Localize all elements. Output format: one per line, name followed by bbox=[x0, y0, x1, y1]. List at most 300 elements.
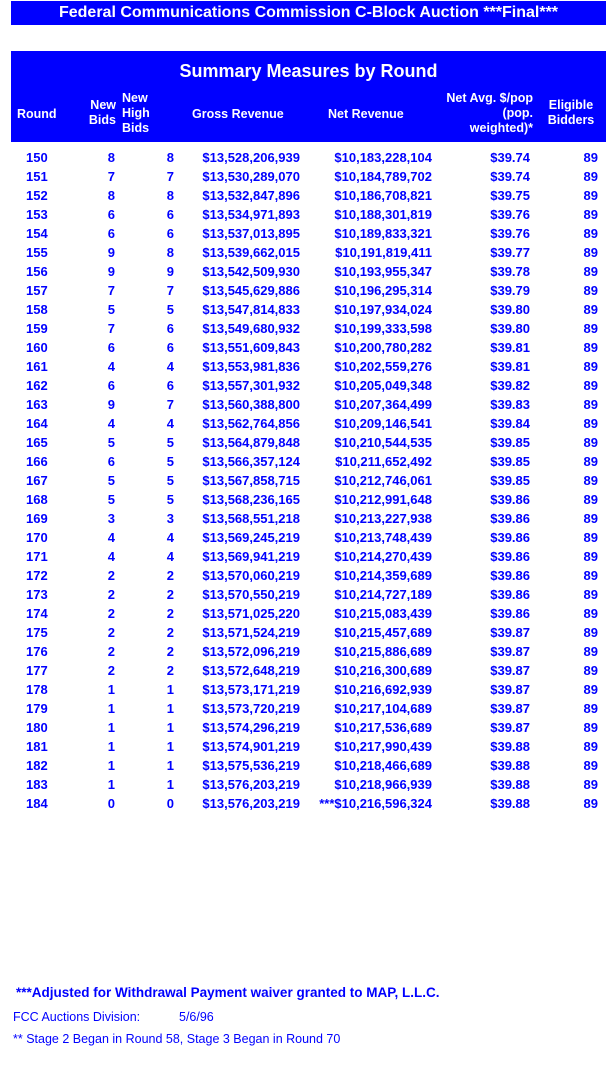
net-avg-cell: $39.87 bbox=[490, 663, 530, 678]
round-cell: 151 bbox=[26, 169, 48, 184]
net-revenue-cell: $10,202,559,276 bbox=[334, 359, 432, 374]
new-high-bids-cell: 1 bbox=[166, 682, 174, 697]
round-cell: 150 bbox=[26, 150, 48, 165]
new-bids-cell: 4 bbox=[107, 549, 115, 564]
eligible-bidders-cell: 89 bbox=[583, 245, 598, 260]
stage-note: ** Stage 2 Began in Round 58, Stage 3 Began in Round 70 bbox=[13, 1032, 341, 1046]
eligible-bidders-cell: 89 bbox=[583, 169, 598, 184]
net-revenue-cell: $10,216,692,939 bbox=[334, 682, 432, 697]
net-avg-cell: $39.85 bbox=[490, 473, 530, 488]
new-high-bids-cell: 8 bbox=[166, 188, 174, 203]
net-avg-cell: $39.75 bbox=[490, 188, 530, 203]
net-revenue-cell: $10,216,300,689 bbox=[334, 663, 432, 678]
table-row bbox=[0, 300, 614, 319]
net-revenue-cell: $10,188,301,819 bbox=[334, 207, 432, 222]
round-cell: 170 bbox=[26, 530, 48, 545]
round-cell: 153 bbox=[26, 207, 48, 222]
eligible-bidders-cell: 89 bbox=[583, 663, 598, 678]
round-cell: 156 bbox=[26, 264, 48, 279]
gross-revenue-cell: $13,572,648,219 bbox=[202, 663, 300, 678]
round-cell: 159 bbox=[26, 321, 48, 336]
header-net-avg-line: (pop. bbox=[502, 106, 533, 120]
table-row bbox=[0, 490, 614, 509]
table-row bbox=[0, 661, 614, 680]
net-revenue-cell: $10,186,708,821 bbox=[334, 188, 432, 203]
table-row bbox=[0, 319, 614, 338]
round-cell: 168 bbox=[26, 492, 48, 507]
new-high-bids-cell: 1 bbox=[166, 777, 174, 792]
table-row bbox=[0, 262, 614, 281]
table-header bbox=[11, 51, 606, 142]
gross-revenue-cell: $13,575,536,219 bbox=[202, 758, 300, 773]
eligible-bidders-cell: 89 bbox=[583, 188, 598, 203]
net-avg-cell: $39.86 bbox=[490, 606, 530, 621]
gross-revenue-cell: $13,557,301,932 bbox=[202, 378, 300, 393]
new-high-bids-cell: 7 bbox=[166, 169, 174, 184]
eligible-bidders-cell: 89 bbox=[583, 625, 598, 640]
table-row bbox=[0, 756, 614, 775]
new-high-bids-cell: 2 bbox=[166, 663, 174, 678]
round-cell: 167 bbox=[26, 473, 48, 488]
eligible-bidders-cell: 89 bbox=[583, 682, 598, 697]
new-high-bids-cell: 4 bbox=[166, 416, 174, 431]
new-bids-cell: 6 bbox=[107, 378, 115, 393]
eligible-bidders-cell: 89 bbox=[583, 511, 598, 526]
net-revenue-cell: $10,217,104,689 bbox=[334, 701, 432, 716]
new-high-bids-cell: 6 bbox=[166, 226, 174, 241]
new-high-bids-cell: 2 bbox=[166, 625, 174, 640]
round-cell: 165 bbox=[26, 435, 48, 450]
net-avg-cell: $39.87 bbox=[490, 625, 530, 640]
table-row bbox=[0, 604, 614, 623]
report-date: 5/6/96 bbox=[179, 1010, 214, 1024]
net-revenue-cell: $10,214,727,189 bbox=[334, 587, 432, 602]
net-revenue-cell: $10,212,991,648 bbox=[334, 492, 432, 507]
new-high-bids-cell: 1 bbox=[166, 739, 174, 754]
eligible-bidders-cell: 89 bbox=[583, 435, 598, 450]
new-bids-cell: 3 bbox=[107, 511, 115, 526]
net-revenue-cell: $10,214,359,689 bbox=[334, 568, 432, 583]
eligible-bidders-cell: 89 bbox=[583, 796, 598, 811]
net-revenue-cell: $10,189,833,321 bbox=[334, 226, 432, 241]
header-net-revenue: Net Revenue bbox=[328, 107, 404, 121]
new-high-bids-cell: 0 bbox=[166, 796, 174, 811]
table-row bbox=[0, 433, 614, 452]
header-eligible-bidders-line: Bidders bbox=[547, 113, 595, 127]
eligible-bidders-cell: 89 bbox=[583, 416, 598, 431]
gross-revenue-cell: $13,574,901,219 bbox=[202, 739, 300, 754]
table-row bbox=[0, 357, 614, 376]
gross-revenue-cell: $13,549,680,932 bbox=[202, 321, 300, 336]
eligible-bidders-cell: 89 bbox=[583, 283, 598, 298]
new-high-bids-cell: 1 bbox=[166, 758, 174, 773]
gross-revenue-cell: $13,530,289,070 bbox=[202, 169, 300, 184]
round-cell: 177 bbox=[26, 663, 48, 678]
net-revenue-cell: $10,200,780,282 bbox=[334, 340, 432, 355]
new-bids-cell: 9 bbox=[107, 397, 115, 412]
net-revenue-cell: ***$10,216,596,324 bbox=[319, 796, 432, 811]
new-high-bids-cell: 6 bbox=[166, 321, 174, 336]
gross-revenue-cell: $13,542,509,930 bbox=[202, 264, 300, 279]
round-cell: 179 bbox=[26, 701, 48, 716]
net-avg-cell: $39.88 bbox=[490, 758, 530, 773]
table-row bbox=[0, 414, 614, 433]
table-row bbox=[0, 642, 614, 661]
table-row bbox=[0, 528, 614, 547]
new-bids-cell: 2 bbox=[107, 625, 115, 640]
gross-revenue-cell: $13,569,245,219 bbox=[202, 530, 300, 545]
new-bids-cell: 6 bbox=[107, 340, 115, 355]
new-bids-cell: 7 bbox=[107, 283, 115, 298]
table-row bbox=[0, 623, 614, 642]
header-new-high-bids-line: Bids bbox=[122, 121, 150, 135]
net-avg-cell: $39.86 bbox=[490, 492, 530, 507]
new-bids-cell: 7 bbox=[107, 169, 115, 184]
net-revenue-cell: $10,215,083,439 bbox=[334, 606, 432, 621]
gross-revenue-cell: $13,539,662,015 bbox=[202, 245, 300, 260]
new-bids-cell: 0 bbox=[107, 796, 115, 811]
gross-revenue-cell: $13,574,296,219 bbox=[202, 720, 300, 735]
table-row bbox=[0, 566, 614, 585]
header-round: Round bbox=[17, 107, 57, 121]
new-bids-cell: 1 bbox=[107, 701, 115, 716]
table-row bbox=[0, 775, 614, 794]
net-avg-cell: $39.76 bbox=[490, 207, 530, 222]
net-avg-cell: $39.83 bbox=[490, 397, 530, 412]
new-high-bids-cell: 6 bbox=[166, 207, 174, 222]
net-avg-cell: $39.76 bbox=[490, 226, 530, 241]
new-high-bids-cell: 8 bbox=[166, 245, 174, 260]
net-revenue-cell: $10,209,146,541 bbox=[334, 416, 432, 431]
net-avg-cell: $39.79 bbox=[490, 283, 530, 298]
net-avg-cell: $39.80 bbox=[490, 302, 530, 317]
gross-revenue-cell: $13,566,357,124 bbox=[202, 454, 300, 469]
net-revenue-cell: $10,212,746,061 bbox=[334, 473, 432, 488]
net-avg-cell: $39.81 bbox=[490, 340, 530, 355]
eligible-bidders-cell: 89 bbox=[583, 549, 598, 564]
round-cell: 183 bbox=[26, 777, 48, 792]
eligible-bidders-cell: 89 bbox=[583, 359, 598, 374]
eligible-bidders-cell: 89 bbox=[583, 606, 598, 621]
header-eligible-bidders bbox=[541, 98, 601, 128]
net-avg-cell: $39.82 bbox=[490, 378, 530, 393]
new-bids-cell: 4 bbox=[107, 359, 115, 374]
net-avg-cell: $39.88 bbox=[490, 777, 530, 792]
net-revenue-cell: $10,213,227,938 bbox=[334, 511, 432, 526]
table-row bbox=[0, 699, 614, 718]
new-bids-cell: 4 bbox=[107, 530, 115, 545]
new-bids-cell: 5 bbox=[107, 435, 115, 450]
gross-revenue-cell: $13,576,203,219 bbox=[202, 796, 300, 811]
gross-revenue-cell: $13,568,551,218 bbox=[202, 511, 300, 526]
round-cell: 180 bbox=[26, 720, 48, 735]
eligible-bidders-cell: 89 bbox=[583, 777, 598, 792]
gross-revenue-cell: $13,551,609,843 bbox=[202, 340, 300, 355]
net-revenue-cell: $10,215,457,689 bbox=[334, 625, 432, 640]
gross-revenue-cell: $13,545,629,886 bbox=[202, 283, 300, 298]
new-high-bids-cell: 5 bbox=[166, 492, 174, 507]
gross-revenue-cell: $13,570,550,219 bbox=[202, 587, 300, 602]
new-bids-cell: 6 bbox=[107, 207, 115, 222]
round-cell: 173 bbox=[26, 587, 48, 602]
new-bids-cell: 6 bbox=[107, 454, 115, 469]
net-revenue-cell: $10,183,228,104 bbox=[334, 150, 432, 165]
table-row bbox=[0, 471, 614, 490]
new-high-bids-cell: 2 bbox=[166, 568, 174, 583]
new-bids-cell: 9 bbox=[107, 264, 115, 279]
eligible-bidders-cell: 89 bbox=[583, 720, 598, 735]
net-revenue-cell: $10,217,990,439 bbox=[334, 739, 432, 754]
header-new-high-bids bbox=[122, 91, 162, 136]
net-avg-cell: $39.74 bbox=[490, 150, 530, 165]
new-high-bids-cell: 7 bbox=[166, 283, 174, 298]
gross-revenue-cell: $13,569,941,219 bbox=[202, 549, 300, 564]
new-bids-cell: 1 bbox=[107, 720, 115, 735]
net-avg-cell: $39.77 bbox=[490, 245, 530, 260]
gross-revenue-cell: $13,573,171,219 bbox=[202, 682, 300, 697]
net-revenue-cell: $10,205,049,348 bbox=[334, 378, 432, 393]
net-avg-cell: $39.86 bbox=[490, 511, 530, 526]
gross-revenue-cell: $13,560,388,800 bbox=[202, 397, 300, 412]
table-row bbox=[0, 585, 614, 604]
new-bids-cell: 2 bbox=[107, 663, 115, 678]
table-row bbox=[0, 224, 614, 243]
round-cell: 160 bbox=[26, 340, 48, 355]
net-revenue-cell: $10,196,295,314 bbox=[334, 283, 432, 298]
header-gross-revenue: Gross Revenue bbox=[192, 107, 284, 121]
new-bids-cell: 7 bbox=[107, 321, 115, 336]
header-new-bids-line: New bbox=[90, 98, 116, 112]
gross-revenue-cell: $13,573,720,219 bbox=[202, 701, 300, 716]
new-high-bids-cell: 1 bbox=[166, 720, 174, 735]
eligible-bidders-cell: 89 bbox=[583, 568, 598, 583]
table-row bbox=[0, 281, 614, 300]
table-title: Summary Measures by Round bbox=[179, 61, 438, 81]
net-avg-cell: $39.87 bbox=[490, 720, 530, 735]
new-high-bids-cell: 2 bbox=[166, 606, 174, 621]
eligible-bidders-cell: 89 bbox=[583, 492, 598, 507]
new-high-bids-cell: 2 bbox=[166, 644, 174, 659]
gross-revenue-cell: $13,576,203,219 bbox=[202, 777, 300, 792]
eligible-bidders-cell: 89 bbox=[583, 739, 598, 754]
net-revenue-cell: $10,184,789,702 bbox=[334, 169, 432, 184]
new-high-bids-cell: 6 bbox=[166, 340, 174, 355]
table-row bbox=[0, 376, 614, 395]
net-revenue-cell: $10,207,364,499 bbox=[334, 397, 432, 412]
gross-revenue-cell: $13,572,096,219 bbox=[202, 644, 300, 659]
gross-revenue-cell: $13,528,206,939 bbox=[202, 150, 300, 165]
header-new-bids-line: Bids bbox=[88, 113, 116, 127]
new-high-bids-cell: 5 bbox=[166, 473, 174, 488]
header-net-avg bbox=[429, 91, 533, 136]
new-bids-cell: 9 bbox=[107, 245, 115, 260]
new-bids-cell: 1 bbox=[107, 777, 115, 792]
new-high-bids-cell: 4 bbox=[166, 549, 174, 564]
new-bids-cell: 1 bbox=[107, 682, 115, 697]
table-row bbox=[0, 718, 614, 737]
new-bids-cell: 2 bbox=[107, 644, 115, 659]
net-revenue-cell: $10,191,819,411 bbox=[335, 245, 432, 260]
table-row bbox=[0, 338, 614, 357]
eligible-bidders-cell: 89 bbox=[583, 758, 598, 773]
new-bids-cell: 4 bbox=[107, 416, 115, 431]
net-revenue-cell: $10,199,333,598 bbox=[334, 321, 432, 336]
net-avg-cell: $39.88 bbox=[490, 796, 530, 811]
gross-revenue-cell: $13,547,814,833 bbox=[202, 302, 300, 317]
gross-revenue-cell: $13,568,236,165 bbox=[202, 492, 300, 507]
gross-revenue-cell: $13,553,981,836 bbox=[202, 359, 300, 374]
round-cell: 171 bbox=[26, 549, 48, 564]
new-high-bids-cell: 5 bbox=[166, 302, 174, 317]
gross-revenue-cell: $13,532,847,896 bbox=[202, 188, 300, 203]
gross-revenue-cell: $13,567,858,715 bbox=[202, 473, 300, 488]
table-row bbox=[0, 205, 614, 224]
gross-revenue-cell: $13,564,879,848 bbox=[202, 435, 300, 450]
new-bids-cell: 2 bbox=[107, 606, 115, 621]
table-row bbox=[0, 395, 614, 414]
round-cell: 163 bbox=[26, 397, 48, 412]
round-cell: 174 bbox=[26, 606, 48, 621]
new-bids-cell: 8 bbox=[107, 150, 115, 165]
new-high-bids-cell: 5 bbox=[166, 454, 174, 469]
net-avg-cell: $39.85 bbox=[490, 454, 530, 469]
gross-revenue-cell: $13,571,524,219 bbox=[202, 625, 300, 640]
new-bids-cell: 1 bbox=[107, 739, 115, 754]
round-cell: 184 bbox=[26, 796, 48, 811]
net-avg-cell: $39.86 bbox=[490, 568, 530, 583]
table-row bbox=[0, 148, 614, 167]
table-row bbox=[0, 680, 614, 699]
round-cell: 152 bbox=[26, 188, 48, 203]
page-banner: Federal Communications Commission C-Block Auction ***Final*** bbox=[11, 1, 606, 25]
net-avg-cell: $39.87 bbox=[490, 682, 530, 697]
net-avg-cell: $39.86 bbox=[490, 549, 530, 564]
net-revenue-cell: $10,210,544,535 bbox=[334, 435, 432, 450]
gross-revenue-cell: $13,562,764,856 bbox=[202, 416, 300, 431]
net-revenue-cell: $10,211,652,492 bbox=[335, 454, 432, 469]
round-cell: 176 bbox=[26, 644, 48, 659]
net-revenue-cell: $10,217,536,689 bbox=[334, 720, 432, 735]
eligible-bidders-cell: 89 bbox=[583, 302, 598, 317]
round-cell: 166 bbox=[26, 454, 48, 469]
eligible-bidders-cell: 89 bbox=[583, 321, 598, 336]
header-net-avg-line: Net Avg. $/pop bbox=[446, 91, 533, 105]
division-label: FCC Auctions Division: bbox=[13, 1010, 141, 1024]
header-new-high-bids-line: New bbox=[122, 91, 148, 105]
new-high-bids-cell: 6 bbox=[166, 378, 174, 393]
gross-revenue-cell: $13,571,025,220 bbox=[202, 606, 300, 621]
new-bids-cell: 5 bbox=[107, 302, 115, 317]
new-bids-cell: 1 bbox=[107, 758, 115, 773]
table-row bbox=[0, 186, 614, 205]
net-revenue-cell: $10,218,466,689 bbox=[334, 758, 432, 773]
round-cell: 154 bbox=[26, 226, 48, 241]
round-cell: 161 bbox=[26, 359, 48, 374]
new-high-bids-cell: 2 bbox=[166, 587, 174, 602]
table-row bbox=[0, 167, 614, 186]
net-avg-cell: $39.88 bbox=[490, 739, 530, 754]
new-bids-cell: 5 bbox=[107, 492, 115, 507]
eligible-bidders-cell: 89 bbox=[583, 397, 598, 412]
net-revenue-cell: $10,218,966,939 bbox=[334, 777, 432, 792]
eligible-bidders-cell: 89 bbox=[583, 150, 598, 165]
eligible-bidders-cell: 89 bbox=[583, 340, 598, 355]
header-net-avg-line: weighted)* bbox=[469, 121, 533, 135]
table-body bbox=[0, 148, 614, 813]
net-revenue-cell: $10,214,270,439 bbox=[334, 549, 432, 564]
new-high-bids-cell: 3 bbox=[166, 511, 174, 526]
table-row bbox=[0, 794, 614, 813]
gross-revenue-cell: $13,570,060,219 bbox=[202, 568, 300, 583]
round-cell: 164 bbox=[26, 416, 48, 431]
eligible-bidders-cell: 89 bbox=[583, 644, 598, 659]
new-high-bids-cell: 4 bbox=[166, 530, 174, 545]
eligible-bidders-cell: 89 bbox=[583, 473, 598, 488]
round-cell: 155 bbox=[26, 245, 48, 260]
table-row bbox=[0, 509, 614, 528]
eligible-bidders-cell: 89 bbox=[583, 207, 598, 222]
net-avg-cell: $39.86 bbox=[490, 530, 530, 545]
round-cell: 162 bbox=[26, 378, 48, 393]
net-avg-cell: $39.85 bbox=[490, 435, 530, 450]
new-bids-cell: 5 bbox=[107, 473, 115, 488]
header-new-high-bids-line: High bbox=[122, 106, 150, 120]
gross-revenue-cell: $13,537,013,895 bbox=[202, 226, 300, 241]
new-high-bids-cell: 7 bbox=[166, 397, 174, 412]
net-avg-cell: $39.74 bbox=[490, 169, 530, 184]
eligible-bidders-cell: 89 bbox=[583, 378, 598, 393]
eligible-bidders-cell: 89 bbox=[583, 701, 598, 716]
net-avg-cell: $39.80 bbox=[490, 321, 530, 336]
new-bids-cell: 2 bbox=[107, 568, 115, 583]
round-cell: 182 bbox=[26, 758, 48, 773]
gross-revenue-cell: $13,534,971,893 bbox=[202, 207, 300, 222]
net-revenue-cell: $10,213,748,439 bbox=[334, 530, 432, 545]
new-high-bids-cell: 1 bbox=[166, 701, 174, 716]
eligible-bidders-cell: 89 bbox=[583, 264, 598, 279]
net-revenue-cell: $10,197,934,024 bbox=[334, 302, 432, 317]
new-high-bids-cell: 8 bbox=[166, 150, 174, 165]
round-cell: 175 bbox=[26, 625, 48, 640]
table-row bbox=[0, 737, 614, 756]
net-avg-cell: $39.87 bbox=[490, 644, 530, 659]
table-row bbox=[0, 547, 614, 566]
round-cell: 181 bbox=[26, 739, 48, 754]
net-avg-cell: $39.81 bbox=[490, 359, 530, 374]
header-eligible-bidders-line: Eligible bbox=[548, 98, 594, 112]
net-avg-cell: $39.86 bbox=[490, 587, 530, 602]
round-cell: 157 bbox=[26, 283, 48, 298]
net-avg-cell: $39.87 bbox=[490, 701, 530, 716]
eligible-bidders-cell: 89 bbox=[583, 454, 598, 469]
new-high-bids-cell: 4 bbox=[166, 359, 174, 374]
eligible-bidders-cell: 89 bbox=[583, 530, 598, 545]
round-cell: 169 bbox=[26, 511, 48, 526]
new-high-bids-cell: 5 bbox=[166, 435, 174, 450]
new-bids-cell: 8 bbox=[107, 188, 115, 203]
net-revenue-cell: $10,193,955,347 bbox=[334, 264, 432, 279]
table-row bbox=[0, 452, 614, 471]
table-row bbox=[0, 243, 614, 262]
net-avg-cell: $39.78 bbox=[490, 264, 530, 279]
eligible-bidders-cell: 89 bbox=[583, 587, 598, 602]
round-cell: 178 bbox=[26, 682, 48, 697]
net-avg-cell: $39.84 bbox=[490, 416, 530, 431]
new-high-bids-cell: 9 bbox=[166, 264, 174, 279]
net-revenue-cell: $10,215,886,689 bbox=[334, 644, 432, 659]
eligible-bidders-cell: 89 bbox=[583, 226, 598, 241]
new-bids-cell: 2 bbox=[107, 587, 115, 602]
